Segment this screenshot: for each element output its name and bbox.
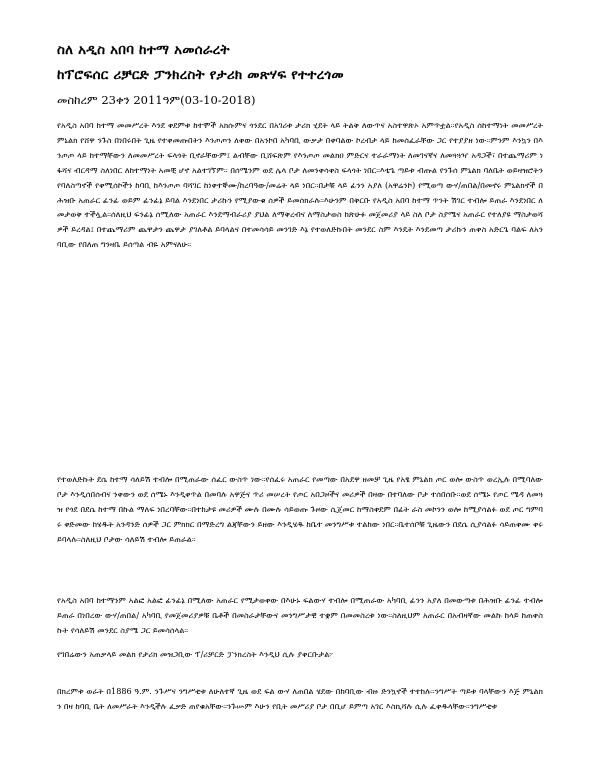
date-line: መስከረም 23ቀን 2011ዓም(03-10-2018) (57, 93, 256, 107)
document-title: ስለ አዲስ አበባ ከተማ አመሰራረት (57, 42, 230, 58)
paragraph-4: የገበሬውን አጠቃላይ መልክ የታሪክ መዝጋቢው ፕ/ሪቻርድ ፓንክረስት እንዲህ ሲሉ ያቀርቡታል፦ (57, 649, 334, 659)
paragraph-5: በክረምቱ ወራት በ1886 ዓ.ም. ንጉሥና ንግሥቲቱ ለሁለተኛ ጊዜ ወደ ፍል ውሃ ለጠበል ሄደው በከባቢው ብዙ ድንኳኖች ተተከሉ።ንግሥት ጣይቱ ባላቸውን እጅ ምኒልክን በዛ ከባቢ ቤት ለመሥራት እንዲችሉ ፈቃድ ጠየቁአቸው።ንጉሡም እሁን የቢት መሥሪያ ቦታ በቢሆ ይምጣ አገር እስኪሻሉ ሲሉ ፈቀዱላቸው።ንግሥቲቱ (57, 686, 543, 711)
paragraph-3: የአዲስ አበባ ከተማንም አልፎ አልፎ ፊንፊኔ በሚለው አጠራር የሚታወቀው በእሁኑ ፍልውሃ ተብሎ በሚጠራው አካባቢ ፊንን አያለ በመውጣቱ በሕዝቡ ፊንፊ ተብሎ ይጠራ በነበረው ውሃ/ጠበል/ አካባቢ የመጀመሪያዎቹ ቤቶች በመስራታቸውና መንግሥታዊ ተቋም በመመስረቱ ነው።ስለዚህም አጠራር በአብዛኛው መልኩ ከላይ ከጠቀስኩት የሳለይሽ መንደር ስያሜ ጋር ይመሳሰላል። (57, 595, 543, 635)
document-subtitle: ከፕሮፍሰር ሪቻርድ ፓንክረስት የታሪክ መጽሃፍ የተተረጎመ (57, 67, 344, 83)
paragraph-1: የአዲስ አበባ ከተማ መመሥረት እንደ ቀደምቱ ከተሞች አክሱምና ጎንደር በአገሪቱ ታሪክ ሂደት ላይ ትልቅ ለውጥና አስተዋጽኦ አምጥቷል።የአዲስ ሰከተማነት መመሥረት ምኒልክ የሸዋ ንጉስ በነበሩበት ጊዜ የተቀመጡበትን እንጦጦን ለቀው በአንኮበ አካባቢ ውቃታ በቀባልው ኮረብታ ላይ ከመሰፈራቸው ጋር የተያያዘ ነው።ምንም እንኳን በእንጦጦ ላይ ከተማቸውን ለመመሥረት ፍላጎት ቢኖራቸውም፤ ልብቸው ቢሸፍጽም የእንጦጦ መልክዐ ምድርና ተራራማነት ለመገናኛና ለመጓጓዣ አዳጋች፣ በተጨማሪም ነፋሻና ብርዳማ ስለነበር ለከተማነት አመቺ ሆኖ አልተገኘም። በሰሜንም ወደ ሌላ ቦታ ለመንቀሳቀስ ፍላጎት ነበር።እቴጌ ጣይቱ ብጡል የንጉሰ ምኒልክ ባለቤት ወይዛዝሮትን የባለስጣኖች የቀሚሰኮችን ከባቢ ከእንጦጦ ባሻገር ከነቀተኞሙ/ከረባዓው/መሬት ላይ ነበር።በታቹ ላይ ፊንን አያለ (አዋሬንኮ) የሚወጣ ውሃ/ጠበል/በመኖሩ ምኒልክኖች በሕዝቡ አጠራር ፊንፊ ወይም ፊንፊኔ ይባል እንደነበር ታሪኩን የሚያውቁ ሰዎች ይመሰክራሉ።እሁንም በቅርቡ የአዲስ አበባ ከተማ ጥንት ሽገር ተብሎ ይጠራ እንደነበር ለመታወቅ ተችሏል።ሰለዚህ ፍንፊኔ ሰሚለው አጠራር እንደማብራሪያ ያህል ለማቅረብና ለማስታወስ ከጽሁፉ መጀመሪያ ላይ ስለ ቦታ ስያሜና አጠራር የተለያዩ ማስታወሻዎች ይረዳል፤ በተጨማሪም ጨዋታን ጨዋታ ያገለቶል ይባላልና በተመሳሳይ መንገድ እኔ የተወለድኩበት መንደር ስም እንዴት እንደመጣ ታሪኩን ጠቀስ አድርጌ ባልፍ ለአንባቢው የበለጠ ግንዛቤ ይሰጣል ብዬ አምናለሁ። (57, 120, 543, 250)
paragraph-2: የተወለድኩት ደሴ ከተማ ሳለይሽ ተብሎ በሚጠራው ሰፈር ውስጥ ነው።የሰፈሩ አጠራር የመጣው በአደዋ ዘመቻ ጊዜ የአፄ ምኒልክ ጦር ወሎ ውስጥ ወረኢሉ በሚባለው ቦታ እንዲሰበሰብና ንቀውን ወደ ሰሜኑ እንዲቀጥል በመባሉ አዋጅና ጥሪ መሠረት የጦር አበጋዞችና መሪዎች በዛው በተባለው ቦታ ተሰበሰቡ።ወደ ሰሜኑ የጦር ሜዳ ለመጓዝ የጎደ በደሴ ከተማ በኩል ማለፍ ነበረባቸው።በተከታዩ መሪዎች ሙሉ በሙሉ ሳይወጡ ጉዞው ሲጀመር ከማስቀደም በፊት ራስ መኮንን ወሎ ከሚያሳልፉ ወደ ጦር ግምባሩ ቀድመው ከሄዱት አንዳንድ ሰዎች ጋር ምክክር በማድረግ ልጃቸውን ይዘው እንዲሄዱ ከቤተ መንግሥቱ ተልከው ነበር።ቤተሰቦቹ ጊዜውን በደሴ ሲያሳልፉ ሳይጠቀሙ ቀሩ ይባላሉ።ስለዚህ ቦታው ሳለይሽ ተብሎ ይጠራል። (57, 474, 543, 544)
